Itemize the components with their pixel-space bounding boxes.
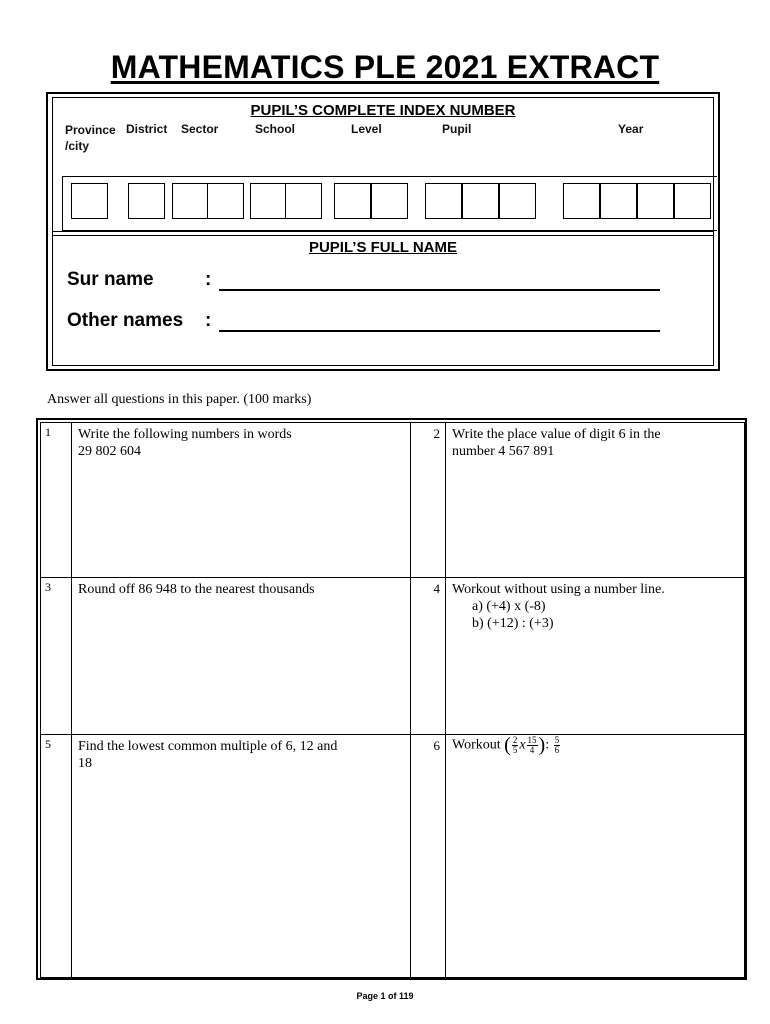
other-names-colon: : [205, 310, 212, 331]
fraction-denominator: 5 [512, 745, 518, 755]
open-paren: ( [504, 734, 511, 756]
question-text [452, 736, 561, 755]
fraction-denominator: 6 [554, 745, 560, 755]
question-line: Write the following numbers in words [78, 427, 292, 442]
digit-box-level-2[interactable] [371, 183, 408, 219]
question-number-cell [410, 734, 446, 978]
answer-cell-2[interactable] [445, 422, 745, 578]
index-number-form [46, 92, 720, 371]
question-number-cell [40, 422, 72, 578]
question-text [452, 426, 661, 460]
section-divider [53, 231, 713, 236]
question-prefix: Workout [452, 737, 501, 753]
digit-box-school-1[interactable] [250, 183, 287, 219]
question-number: 4 [433, 581, 440, 596]
digit-box-sector-1[interactable] [172, 183, 209, 219]
answer-cell-3[interactable] [71, 577, 411, 735]
question-number: 3 [45, 580, 51, 594]
index-number-heading: PUPIL’S COMPLETE INDEX NUMBER [250, 102, 516, 119]
label-sector: Sector [181, 122, 219, 136]
question-number-cell [410, 422, 446, 578]
question-line: 18 [78, 756, 92, 771]
digit-box-year-4[interactable] [674, 183, 711, 219]
question-number: 2 [433, 426, 440, 441]
question-text [452, 581, 665, 632]
fraction-denominator: 4 [529, 745, 535, 755]
question-number: 5 [45, 737, 51, 751]
index-form-inner [52, 97, 714, 366]
digit-box-pupil-1[interactable] [425, 183, 462, 219]
questions-table [36, 418, 747, 980]
digit-box-sector-2[interactable] [207, 183, 244, 219]
question-line: Round off 86 948 to the nearest thousands [78, 582, 315, 597]
label-district: District [126, 122, 168, 136]
digit-box-year-3[interactable] [637, 183, 674, 219]
label-province: Province /city [65, 123, 116, 153]
digit-box-pupil-3[interactable] [499, 183, 536, 219]
label-school: School [255, 122, 296, 136]
full-name-heading: PUPIL’S FULL NAME [308, 239, 458, 256]
answer-cell-4[interactable] [445, 577, 745, 735]
question-line: number 4 567 891 [452, 444, 555, 459]
digit-box-province[interactable] [71, 183, 108, 219]
answer-cell-1[interactable] [71, 422, 411, 578]
surname-label: Sur name [67, 269, 154, 290]
fraction [512, 736, 519, 755]
surname-colon: : [205, 269, 212, 290]
sub-question-b: b) (+12) : (+3) [472, 616, 554, 631]
question-line: Find the lowest common multiple of 6, 12 and [78, 739, 338, 754]
page-footer: Page 1 of 119 [356, 991, 414, 1001]
digit-box-year-1[interactable] [563, 183, 600, 219]
instructions: Answer all questions in this paper. (100 marks) [47, 392, 312, 407]
question-number-cell [410, 577, 446, 735]
question-number-cell [40, 734, 72, 978]
divide-sign: : [545, 737, 550, 753]
close-paren: ) [538, 734, 546, 756]
fraction [527, 736, 538, 755]
other-names-field[interactable] [219, 330, 660, 332]
other-names-label: Other names [67, 310, 184, 331]
digit-box-level-1[interactable] [334, 183, 371, 219]
question-text [78, 738, 337, 772]
question-text [78, 426, 292, 460]
index-digit-boxes [62, 176, 717, 231]
fraction-numerator: 5 [554, 735, 560, 745]
digit-box-school-2[interactable] [285, 183, 322, 219]
question-line: 29 802 604 [78, 444, 141, 459]
label-level: Level [351, 122, 382, 136]
digit-box-pupil-2[interactable] [462, 183, 499, 219]
fraction-numerator: 15 [527, 735, 537, 745]
question-number: 6 [433, 738, 440, 753]
question-line: Workout without using a number line. [452, 582, 665, 597]
question-line: Write the place value of digit 6 in the [452, 427, 661, 442]
sub-question-a: a) (+4) x (-8) [472, 599, 546, 614]
fraction [554, 736, 561, 755]
label-year: Year [618, 122, 644, 136]
question-text [78, 581, 315, 598]
question-number-cell [40, 577, 72, 735]
multiply-sign: x [519, 737, 526, 753]
answer-cell-5[interactable] [71, 734, 411, 978]
fraction-numerator: 2 [512, 735, 518, 745]
question-number: 1 [45, 425, 51, 439]
digit-box-district[interactable] [128, 183, 165, 219]
digit-box-year-2[interactable] [600, 183, 637, 219]
page-title: MATHEMATICS PLE 2021 EXTRACT [110, 49, 660, 85]
answer-cell-6[interactable] [445, 734, 745, 978]
surname-field[interactable] [219, 289, 660, 291]
label-pupil: Pupil [442, 122, 472, 136]
